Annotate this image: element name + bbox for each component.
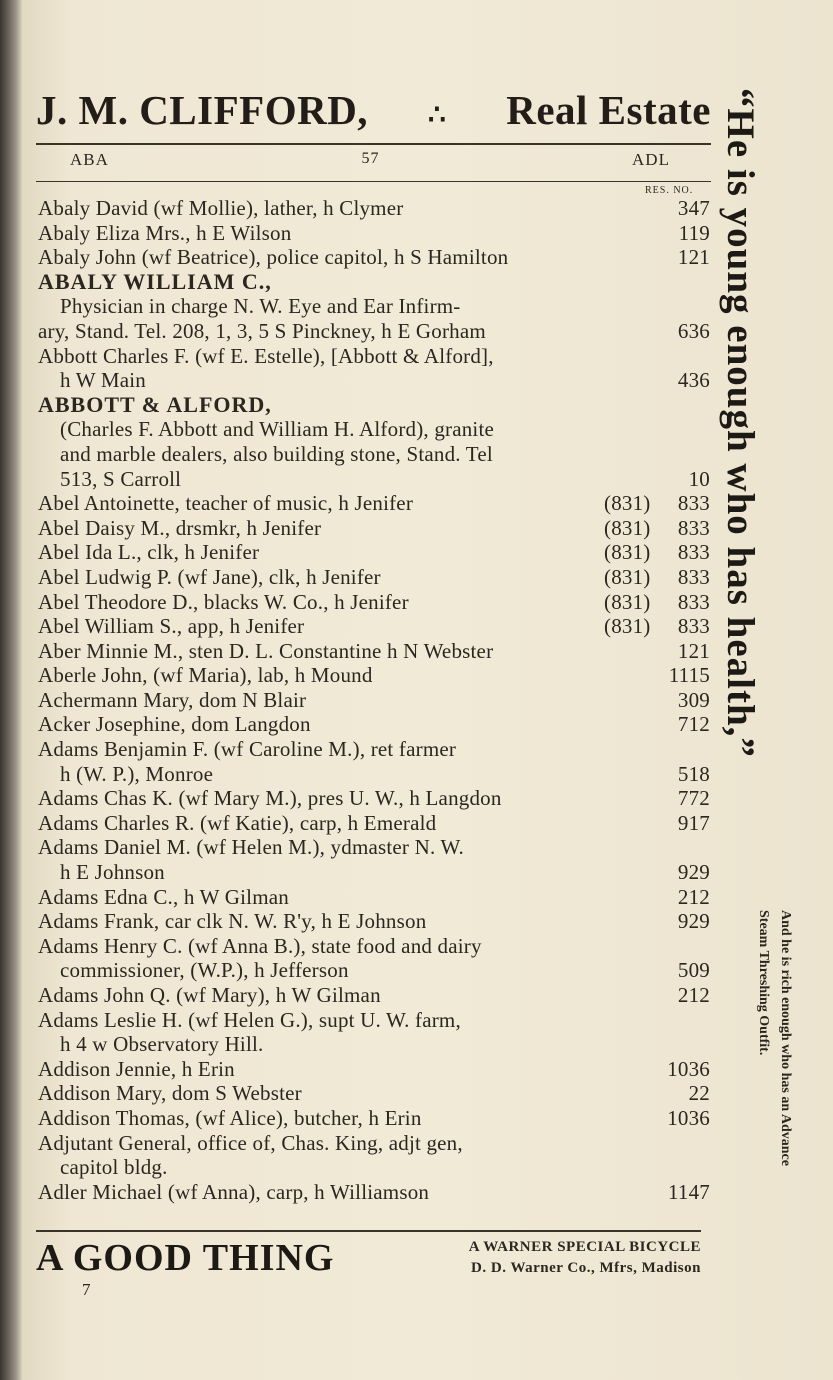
entry-line — [38, 909, 710, 934]
entry-text: Abel Antoinette, teacher of music, h Jenifer — [38, 491, 414, 516]
entry-text: Addison Thomas, (wf Alice), butcher, h Erin — [38, 1105, 422, 1130]
advert-line-1: A WARNER SPECIAL BICYCLE — [468, 1239, 701, 1255]
entry-residence-number: 212 — [677, 884, 710, 909]
entry-text: Adams Frank, car clk N. W. R'y, h E Johnson — [38, 909, 427, 934]
entry-residence-number: 636 — [677, 318, 710, 343]
entry-line — [38, 196, 710, 221]
entry-text: Adams Edna C., h W Gilman — [38, 884, 289, 909]
entry-line — [38, 958, 710, 983]
entry-line — [38, 688, 710, 713]
entry-residence-number: 1036 — [667, 1105, 710, 1130]
page-header-advert — [36, 86, 711, 134]
entry-text: Aber Minnie M., sten D. L. Constantine h N Webster — [38, 638, 494, 663]
entry-residence-number: 712 — [677, 712, 710, 737]
entry-text: capitol bldg. — [60, 1155, 168, 1180]
directory-entries — [38, 196, 710, 1204]
entry-text: Adams Leslie H. (wf Helen G.), supt U. W. farm, — [38, 1007, 461, 1032]
page-number: 57 — [361, 150, 380, 167]
advertiser-name: J. M. CLIFFORD, — [36, 87, 369, 133]
advert-line-2: D. D. Warner Co., Mfrs, Madison — [471, 1260, 701, 1276]
entry-residence-number: 10 — [688, 466, 710, 491]
entry-text: Abel Ida L., clk, h Jenifer — [38, 540, 260, 565]
entry-line — [38, 1131, 710, 1156]
entry-residence-number: 119 — [678, 220, 710, 245]
running-head-rule — [36, 181, 711, 182]
entry-text: h W Main — [60, 368, 146, 393]
footer-advert — [36, 1236, 701, 1280]
entry-line — [38, 319, 710, 344]
entry-text: Abel Ludwig P. (wf Jane), clk, h Jenifer — [38, 564, 381, 589]
entry-residence-number: 518 — [677, 761, 710, 786]
book-binding-edge — [0, 0, 22, 1380]
entry-line — [38, 344, 710, 369]
entry-line — [38, 1155, 710, 1180]
entry-residence-number: 833 — [677, 614, 710, 639]
entry-text: Adams Henry C. (wf Anna B.), state food and dairy — [38, 933, 482, 958]
entry-line — [38, 491, 710, 516]
entry-text: Adjutant General, office of, Chas. King, adjt gen, — [38, 1130, 463, 1155]
entry-line — [38, 663, 710, 688]
entry-line — [38, 934, 710, 959]
entry-residence-number: 509 — [677, 958, 710, 983]
entry-line — [38, 786, 710, 811]
entry-line — [38, 1081, 710, 1106]
entry-text: Adams John Q. (wf Mary), h W Gilman — [38, 983, 381, 1007]
entry-residence-number: 833 — [677, 540, 710, 565]
entry-line — [38, 762, 710, 787]
entry-phone: (831) — [604, 540, 651, 565]
entry-line — [38, 1180, 710, 1205]
entry-line — [38, 540, 710, 565]
entry-text: Abaly David (wf Mollie), lather, h Clymer — [38, 196, 404, 220]
entry-residence-number: 309 — [677, 687, 710, 712]
header-rule — [36, 143, 711, 145]
entry-residence-number: 1036 — [667, 1056, 710, 1081]
side-slogan: “He is young enough who has health,” — [719, 88, 762, 758]
entry-line — [38, 590, 710, 615]
entry-residence-number: 929 — [677, 909, 710, 934]
advertiser-business: Real Estate — [506, 87, 711, 133]
entry-text: Achermann Mary, dom N Blair — [38, 687, 307, 712]
entry-line — [38, 467, 710, 492]
entry-text: Addison Mary, dom S Webster — [38, 1081, 302, 1106]
entry-text: Adams Benjamin F. (wf Caroline M.), ret farmer — [38, 737, 457, 762]
entry-line — [38, 221, 710, 246]
entry-residence-number: 833 — [677, 589, 710, 614]
entry-line — [38, 860, 710, 885]
entry-line — [38, 983, 710, 1008]
entry-residence-number: 121 — [677, 638, 710, 663]
side-tagline-line-1: And he is rich enough who has an Advance — [778, 910, 793, 1166]
entry-residence-number: 917 — [677, 810, 710, 835]
entry-text: Abel Theodore D., blacks W. Co., h Jenifer — [38, 589, 409, 614]
entry-text: ary, Stand. Tel. 208, 1, 3, 5 S Pinckney, h E Gorham — [38, 318, 486, 343]
entry-phone: (831) — [604, 589, 651, 614]
entry-text: ABBOTT & ALFORD, — [38, 392, 272, 417]
entry-line — [38, 1106, 710, 1131]
entry-line — [38, 294, 710, 319]
entry-phone: (831) — [604, 614, 651, 639]
entry-text: Adams Daniel M. (wf Helen M.), ydmaster N. W. — [38, 835, 465, 860]
entry-residence-number: 772 — [677, 786, 710, 811]
separator-symbol: ∴ — [427, 100, 447, 131]
entry-residence-number: 1115 — [668, 663, 710, 688]
entry-residence-number: 212 — [677, 983, 710, 1007]
entry-text: Adams Chas K. (wf Mary M.), pres U. W., h Langdon — [38, 786, 502, 811]
residence-number-label: RES. NO. — [645, 185, 694, 196]
entry-line — [38, 639, 710, 664]
side-tagline — [752, 910, 796, 1166]
entry-text: Abaly John (wf Beatrice), police capitol, h S Hamilton — [38, 245, 509, 270]
entry-line — [38, 835, 710, 860]
entry-residence-number: 833 — [677, 491, 710, 516]
side-tagline-line-2: Steam Threshing Outfit. — [756, 910, 771, 1056]
entry-line — [38, 516, 710, 541]
entry-text: Acker Josephine, dom Langdon — [38, 712, 311, 737]
entry-line — [38, 565, 710, 590]
entry-residence-number: 1147 — [667, 1179, 710, 1204]
entry-text: commissioner, (W.P.), h Jefferson — [60, 958, 349, 983]
entry-phone: (831) — [604, 491, 651, 516]
entry-residence-number: 121 — [677, 245, 710, 270]
entry-text: 513, S Carroll — [60, 466, 182, 491]
entry-heading — [38, 270, 710, 295]
entry-residence-number: 22 — [688, 1081, 710, 1106]
entry-residence-number: 833 — [677, 564, 710, 589]
entry-line — [38, 811, 710, 836]
entry-residence-number: 347 — [677, 196, 710, 220]
entry-text: Aberle John, (wf Maria), lab, h Mound — [38, 663, 373, 688]
advert-details — [469, 1237, 701, 1279]
left-guide-word: ABA — [70, 150, 109, 169]
advert-headline: A GOOD THING — [36, 1237, 335, 1279]
entry-heading — [38, 393, 710, 418]
entry-line — [38, 368, 710, 393]
entry-line — [38, 712, 710, 737]
entry-text: Addison Jennie, h Erin — [38, 1056, 235, 1081]
entry-text: h 4 w Observatory Hill. — [60, 1032, 264, 1057]
entry-line — [38, 1032, 710, 1057]
entry-line — [38, 1008, 710, 1033]
running-head — [70, 150, 670, 170]
entry-line — [38, 885, 710, 910]
entry-line — [38, 417, 710, 442]
right-guide-word: ADL — [632, 150, 670, 169]
entry-line — [38, 1057, 710, 1082]
signature-mark: 7 — [82, 1280, 91, 1299]
entry-text: ABALY WILLIAM C., — [38, 269, 272, 294]
entry-line — [38, 442, 710, 467]
entry-residence-number: 929 — [677, 860, 710, 885]
entry-line — [38, 614, 710, 639]
entry-text: Abel Daisy M., drsmkr, h Jenifer — [38, 515, 322, 540]
entry-text: and marble dealers, also building stone, Stand. Tel — [60, 441, 493, 466]
entry-residence-number: 833 — [677, 515, 710, 540]
entry-phone: (831) — [604, 515, 651, 540]
entry-line — [38, 245, 710, 270]
entry-text: Abaly Eliza Mrs., h E Wilson — [38, 220, 292, 245]
footer-rule — [36, 1230, 701, 1232]
entry-text: h (W. P.), Monroe — [60, 761, 214, 786]
entry-line — [38, 737, 710, 762]
entry-text: Adler Michael (wf Anna), carp, h Williamson — [38, 1179, 430, 1204]
entry-phone: (831) — [604, 564, 651, 589]
entry-text: h E Johnson — [60, 860, 165, 885]
entry-text: Abbott Charles F. (wf E. Estelle), [Abbott & Alford], — [38, 343, 494, 368]
entry-residence-number: 436 — [677, 368, 710, 393]
entry-text: (Charles F. Abbott and William H. Alford), granite — [60, 417, 495, 442]
entry-text: Physician in charge N. W. Eye and Ear Infirm- — [60, 294, 461, 319]
entry-text: Abel William S., app, h Jenifer — [38, 614, 305, 639]
entry-text: Adams Charles R. (wf Katie), carp, h Emerald — [38, 810, 437, 835]
